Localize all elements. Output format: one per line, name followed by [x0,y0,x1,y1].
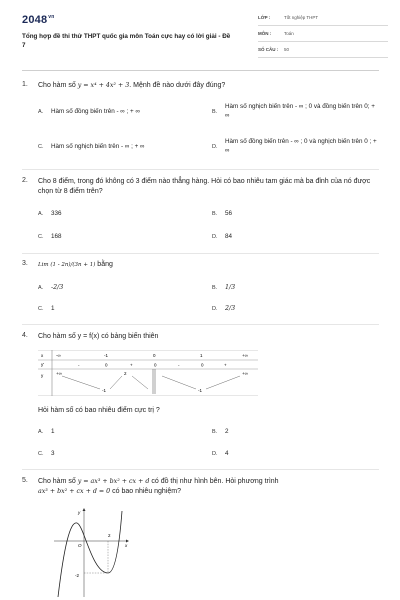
sign: 0 [154,362,157,368]
cubic-curve [58,511,122,597]
question-number: 3. [22,260,28,267]
table-row-label: y [41,373,44,378]
question-separator [22,324,379,325]
question-subtext: Hỏi hàm số có bao nhiêu điểm cực trị ? [38,407,160,414]
site-logo[interactable]: $2048^{vn}$ [22,14,55,26]
meta-key: SỐ CÂU : [258,47,279,52]
x-value: 1 [200,353,203,358]
meta-value: Tốt nghiệp THPT [284,15,319,20]
table-row-label: y' [41,362,45,367]
table-row-label: x [41,353,44,358]
meta-value: Toán [284,31,294,36]
meta-value: 50 [284,47,290,52]
sign: + [224,362,227,368]
math-expression: ax³ + bx² + cx + d = 0 [38,487,111,495]
question-2: 2. Cho 8 điểm, trong đó không có 3 điểm nào thẳng hàng. Hỏi có bao nhiêu tam giác mà ba đỉnh của nó được chọn từ 8 điểm trên? A. 336 B. 56 C. 168 D. 84 [22,177,382,247]
tick-label: 2 [108,533,111,538]
y-value: -1 [198,388,203,393]
axis-label-x: x [125,543,128,548]
math-expression: y = x⁴ + 4x² + 3 [77,82,130,89]
question-number: 2. [22,177,28,184]
x-value: 0 [153,353,156,358]
y-value: +∞ [56,371,62,376]
question-number: 1. [22,81,28,88]
tick-label: -2 [75,573,80,578]
question-text: Lim (1 - 2n)/(3n + 1) bằng [38,261,113,268]
sign: + [130,362,133,368]
question-text: Cho 8 điểm, trong đó không có 3 điểm nào thẳng hàng. Hỏi có bao nhiêu tam giác mà ba đỉnh của nó được chọn từ 8 điểm trên? [38,178,371,195]
question-text: Cho hàm số y = ax³ + bx² + cx + d có đồ thị như hình bên. Hỏi phương trình ax³ + bx² + cx + d = 0 có bao nhiêu nghiệm? [38,478,279,495]
x-value: +∞ [242,353,248,358]
meta-class-row [258,10,388,26]
y-value: +∞ [242,371,248,376]
sign: - [78,362,80,368]
meta-key: MÔN : [258,31,272,36]
x-value: -1 [104,353,109,358]
meta-subject-row [258,26,388,42]
question-separator [22,469,379,470]
question-separator [22,253,379,254]
question-number: 4. [22,332,28,339]
sign: 0 [201,362,204,368]
question-3: 3. Lim (1 - 2n)/(3n + 1) bằng A. -2/3 B. 1/3 C. 1 D. 2/3 [22,260,382,318]
question-text: Cho hàm số y = x⁴ + 4x² + 3. Mệnh đề nào dưới đây đúng? [38,82,226,89]
question-5 [22,477,382,597]
question-text: Cho hàm số y = f(x) có bảng biến thiên [38,333,159,340]
cubic-graph [52,507,132,599]
page-header [22,10,382,68]
meta-count-row [258,42,388,58]
y-value: -1 [102,388,107,393]
sign: 0 [105,362,108,368]
math-expression: Lim (1 - 2n)/(3n + 1) [38,262,96,268]
variation-table [38,350,258,396]
question-separator [22,169,379,170]
question-1: 1. Cho hàm số y = x⁴ + 4x² + 3. Mệnh đề nào dưới đây đúng? A. Hàm số đồng biến trên - ∞ ; + ∞ B. Hàm số nghịch biến trên - ∞ ; 0 và đồng biến trên 0; + ∞ C. Hàm số nghịch biến trên - ∞ ; + ∞ D. Hàm số đồng biến trên - ∞ ; 0 và nghịch biến trên 0 ; + ∞ [22,81,377,154]
question-number: 5. [22,477,28,484]
question-4: 4. Cho hàm số y = f(x) có bảng biến thiên x y' y -∞ -1 0 1 +∞ - 0 + 0 - 0 + +∞ 2 -1 -1 +∞ Hỏi hàm số có bao nhiêu điểm cực trị ? A. 1 B. 2 C. 3 D. 4 [22,332,382,462]
meta-key: LỚP : [258,15,271,20]
math-expression: y = ax³ + bx² + cx + d [77,478,150,485]
sign: - [178,362,180,368]
origin-label: O [78,543,82,548]
x-value: -∞ [56,353,61,358]
y-value: 2 [124,371,127,376]
header-divider [22,70,379,71]
exam-title: Tổng hợp đề thi thử THPT quốc gia môn Toán cực hay có lời giải - Đề 7 [22,33,231,49]
exam-meta [258,10,388,58]
axis-label-y: y [78,510,81,515]
